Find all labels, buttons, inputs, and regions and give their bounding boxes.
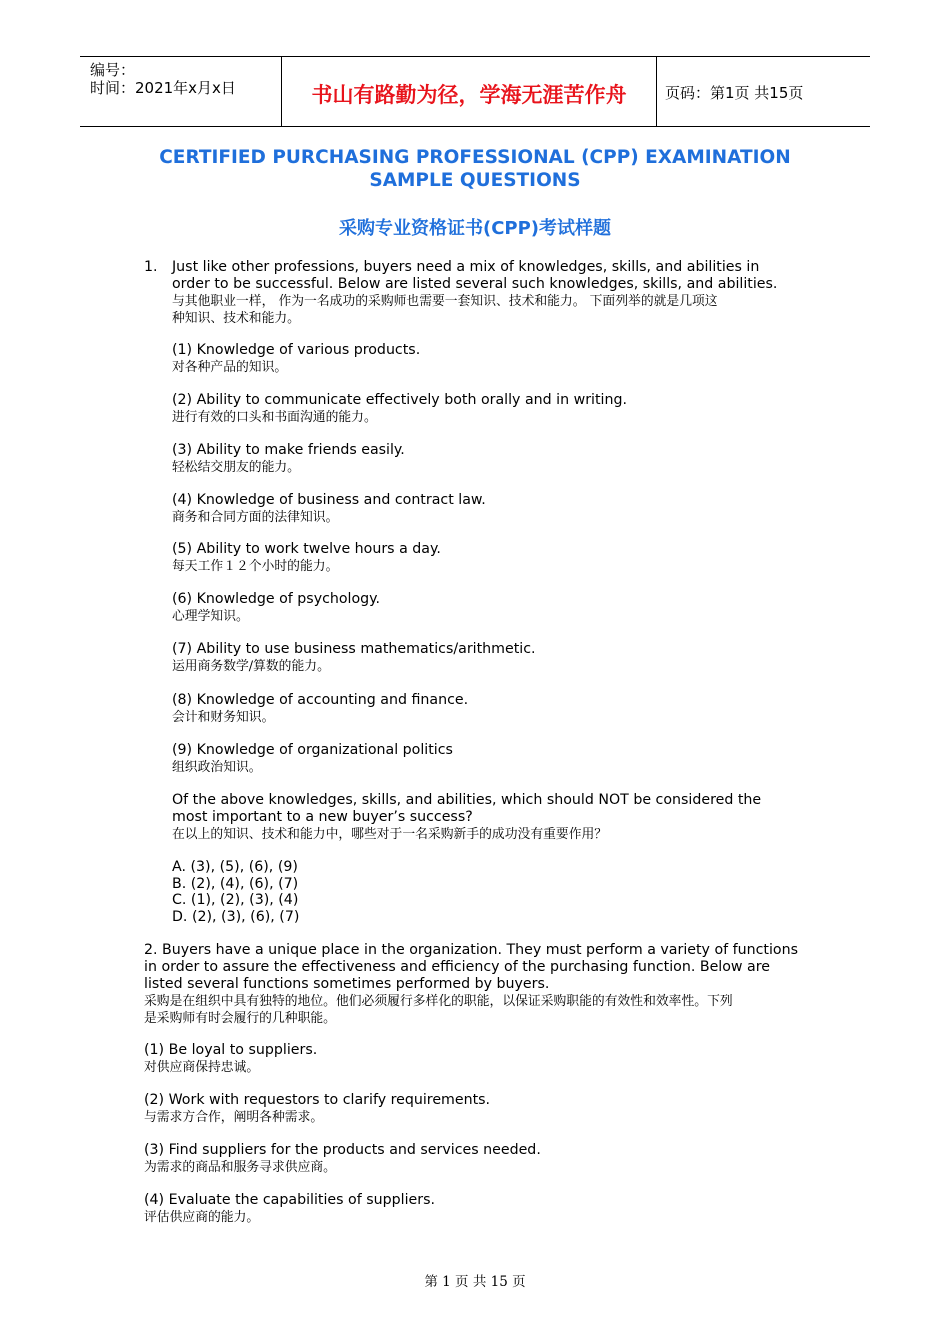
q1-question-en-1: Of the above knowledges, skills, and abilities, which should NOT be considered the: [172, 792, 762, 808]
q1-item-cn: 对各种产品的知识。: [172, 360, 288, 375]
q1-item-en: (1) Knowledge of various products.: [172, 342, 421, 358]
header-right-cell: [656, 57, 870, 126]
q2-item-cn: 为需求的商品和服务寻求供应商。: [144, 1160, 336, 1175]
q1-question-cn: 在以上的知识、技术和能力中，哪些对于一名采购新手的成功没有重要作用？: [172, 827, 608, 842]
q1-option: D. (2), (3), (6), (7): [172, 909, 300, 925]
q1-item-cn: 进行有效的口头和书面沟通的能力。: [172, 410, 377, 425]
q2-item-cn: 对供应商保持忠诚。: [144, 1060, 260, 1075]
q2-stem-en-1: 2. Buyers have a unique place in the organization. They must perform a variety of functions: [144, 942, 798, 958]
motto: 书山有路勤为径，学海无涯苦作舟: [311, 82, 627, 107]
q1-option: A. (3), (5), (6), (9): [172, 859, 298, 875]
title-en-line1: CERTIFIED PURCHASING PROFESSIONAL (CPP) EXAMINATION: [159, 147, 791, 168]
document-header: [80, 56, 870, 127]
q2-stem-en-3: listed several functions sometimes performed by buyers.: [144, 976, 550, 992]
q2-item-en: (4) Evaluate the capabilities of suppliers.: [144, 1192, 435, 1208]
q1-stem-en-2: order to be successful. Below are listed several such knowledges, skills, and abilities.: [172, 276, 778, 292]
q2-stem-cn-1: 采购是在组织中具有独特的地位。他们必须履行多样化的职能，以保证采购职能的有效性和效率性。下列: [144, 994, 733, 1009]
q1-item-en: (6) Knowledge of psychology.: [172, 591, 381, 607]
q1-option: C. (1), (2), (3), (4): [172, 892, 299, 908]
q1-stem-cn-2: 种知识、技术和能力。: [172, 311, 300, 326]
q2-item-en: (3) Find suppliers for the products and services needed.: [144, 1142, 541, 1158]
q2-item-en: (1) Be loyal to suppliers.: [144, 1042, 318, 1058]
q1-option: B. (2), (4), (6), (7): [172, 876, 299, 892]
q1-question-en-2: most important to a new buyer’s success?: [172, 809, 473, 825]
q1-item-en: (5) Ability to work twelve hours a day.: [172, 541, 441, 557]
q1-item-en: (4) Knowledge of business and contract law.: [172, 492, 486, 508]
q1-item-en: (9) Knowledge of organizational politics: [172, 742, 453, 758]
q1-number: 1.: [144, 259, 158, 275]
q1-item-en: (7) Ability to use business mathematics/arithmetic.: [172, 641, 536, 657]
q1-item-cn: 商务和合同方面的法律知识。: [172, 510, 339, 525]
q1-item-cn: 每天工作１２个小时的能力。: [172, 559, 339, 574]
q1-item-cn: 组织政治知识。: [172, 760, 262, 775]
q2-item-cn: 与需求方合作，阐明各种需求。: [144, 1110, 324, 1125]
q1-stem-cn-1: 与其他职业一样， 作为一名成功的采购师也需要一套知识、技术和能力。 下面列举的就是几项这: [172, 294, 718, 309]
title-en-line2: SAMPLE QUESTIONS: [369, 170, 581, 191]
q2-stem-cn-2: 是采购师有时会履行的几种职能。: [144, 1011, 336, 1026]
serial-label: 编号：: [90, 61, 136, 79]
q2-item-cn: 评估供应商的能力。: [144, 1210, 260, 1225]
q1-item-cn: 心理学知识。: [172, 609, 249, 624]
q1-item-en: (2) Ability to communicate effectively both orally and in writing.: [172, 392, 627, 408]
page-info: 页码：第1页 共15页: [665, 84, 804, 102]
q2-stem-en-2: in order to assure the effectiveness and efficiency of the purchasing function. Below are: [144, 959, 770, 975]
title-chinese: 采购专业资格证书(CPP)考试样题: [338, 218, 612, 239]
time-label: 时间：2021年x月x日: [90, 79, 236, 97]
page-footer: 第 1 页 共 15 页: [424, 1274, 526, 1290]
q1-item-en: (8) Knowledge of accounting and finance.: [172, 692, 469, 708]
q1-item-cn: 轻松结交朋友的能力。: [172, 460, 300, 475]
header-mid-cell: [281, 57, 657, 126]
q1-item-cn: 会计和财务知识。: [172, 710, 275, 725]
q1-item-en: (3) Ability to make friends easily.: [172, 442, 405, 458]
q1-item-cn: 运用商务数学/算数的能力。: [172, 659, 330, 674]
q1-stem-en-1: Just like other professions, buyers need a mix of knowledges, skills, and abilities in: [172, 259, 760, 275]
title-english: [100, 146, 850, 192]
header-left-cell: [80, 57, 281, 126]
q2-item-en: (2) Work with requestors to clarify requirements.: [144, 1092, 491, 1108]
